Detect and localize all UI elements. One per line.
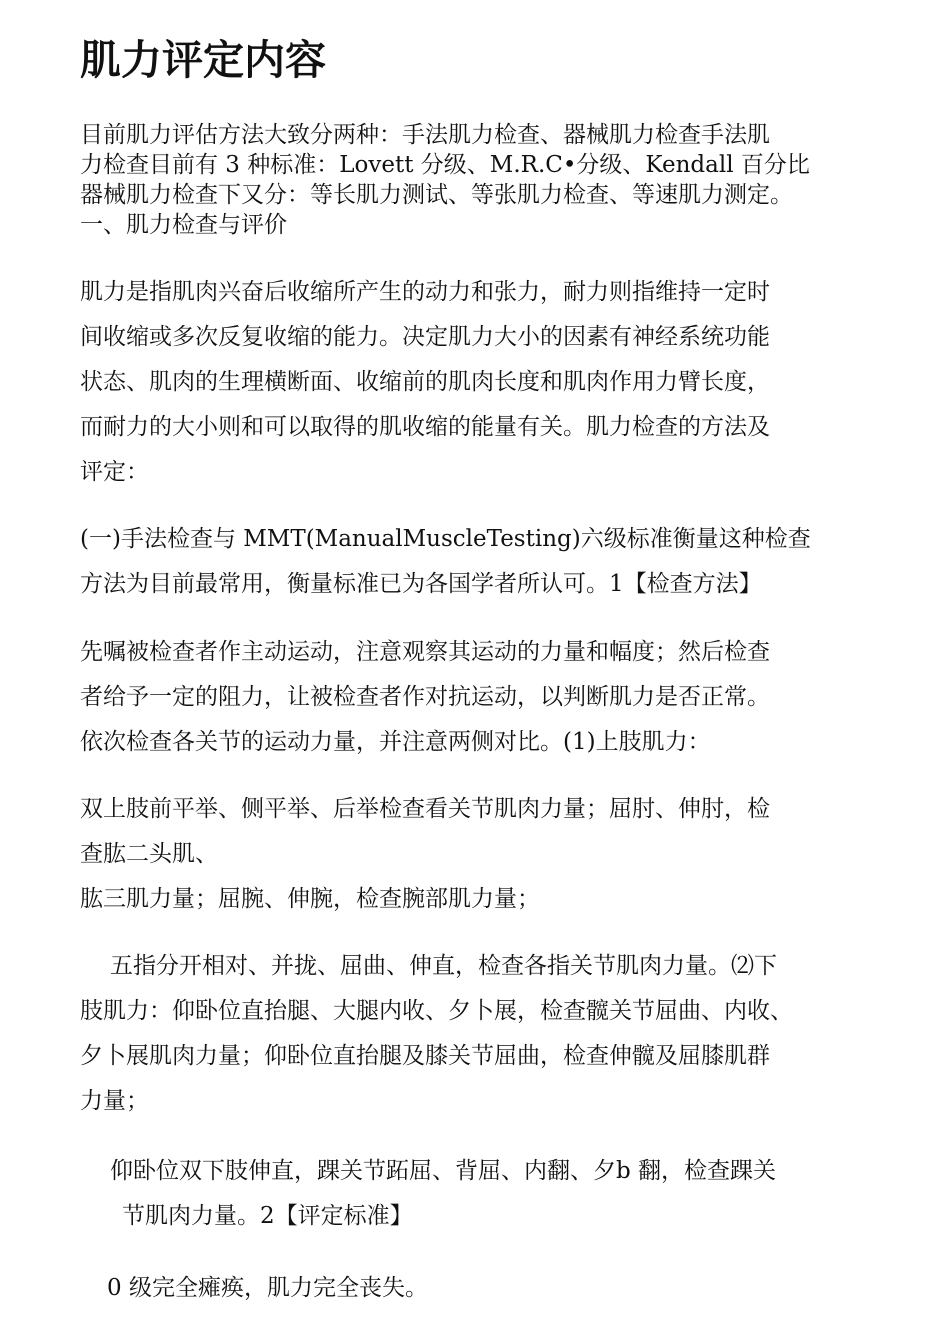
text-line: 者给予一定的阻力，让被检查者作对抗运动，以判断肌力是否正常。 [80, 684, 770, 710]
text-line: 而耐力的大小则和可以取得的肌收缩的能量有关。肌力检查的方法及 [80, 414, 770, 440]
paragraph-lower-limb [80, 944, 793, 1124]
text-line: 一、肌力检查与评价 [80, 212, 287, 238]
paragraph-definition [80, 270, 770, 495]
text-line: 夕卜展肌肉力量；仰卧位直抬腿及膝关节屈曲，检查伸髋及屈膝肌群 [80, 1043, 770, 1069]
paragraph-overview [80, 120, 810, 240]
text-line: 查肱二头肌、 [80, 841, 218, 867]
text-line: 依次检查各关节的运动力量，并注意两侧对比。(1)上肢肌力： [80, 729, 711, 755]
page-title: 肌力评定内容 [80, 36, 326, 84]
text-line: 方法为目前最常用，衡量标准已为各国学者所认可。1【检查方法】 [80, 571, 762, 597]
text-line: (一)手法检查与 MMT(ManualMuscleTesting)六级标准衡量这种检查 [80, 526, 811, 552]
text-line: 五指分开相对、并拢、屈曲、伸直，检查各指关节肌肉力量。⑵下 [110, 953, 777, 979]
text-line: 先嘱被检查者作主动运动，注意观察其运动的力量和幅度；然后检查 [80, 639, 770, 665]
paragraph-upper-limb [80, 787, 770, 922]
text-line: 双上肢前平举、侧平举、后举检查看关节肌肉力量；屈肘、伸肘，检 [80, 796, 770, 822]
text-line: 肌力是指肌肉兴奋后收缩所产生的动力和张力，耐力则指维持一定时 [80, 279, 770, 305]
paragraph-ankle [80, 1149, 776, 1239]
text-line: 肢肌力：仰卧位直抬腿、大腿内收、夕卜展，检查髋关节屈曲、内收、 [80, 998, 793, 1024]
paragraph-method [80, 630, 770, 765]
text-line: 状态、肌肉的生理横断面、收缩前的肌肉长度和肌肉作用力臂长度， [80, 369, 770, 395]
text-line: 节肌肉力量。2【评定标准】 [122, 1203, 413, 1229]
text-line: 0 级完全瘫痪，肌力完全丧失。 [107, 1275, 428, 1301]
text-line: 器械肌力检查下又分：等长肌力测试、等张肌力检查、等速肌力测定。 [80, 182, 793, 208]
text-line: 评定： [80, 459, 149, 485]
text-line: 间收缩或多次反复收缩的能力。决定肌力大小的因素有神经系统功能 [80, 324, 770, 350]
text-line: 肱三肌力量；屈腕、伸腕，检查腕部肌力量； [80, 886, 540, 912]
text-line: 目前肌力评估方法大致分两种：手法肌力检查、器械肌力检查手法肌 [80, 122, 770, 148]
paragraph-mmt [80, 517, 811, 607]
text-line: 力检查目前有 3 种标准：Lovett 分级、M.R.C•分级、Kendall 百分比 [80, 152, 810, 178]
paragraph-grade-zero [80, 1266, 428, 1311]
text-line: 仰卧位双下肢伸直，踝关节跖屈、背屈、内翻、夕b 翻，检查踝关 [110, 1158, 777, 1184]
text-line: 力量； [80, 1088, 149, 1114]
